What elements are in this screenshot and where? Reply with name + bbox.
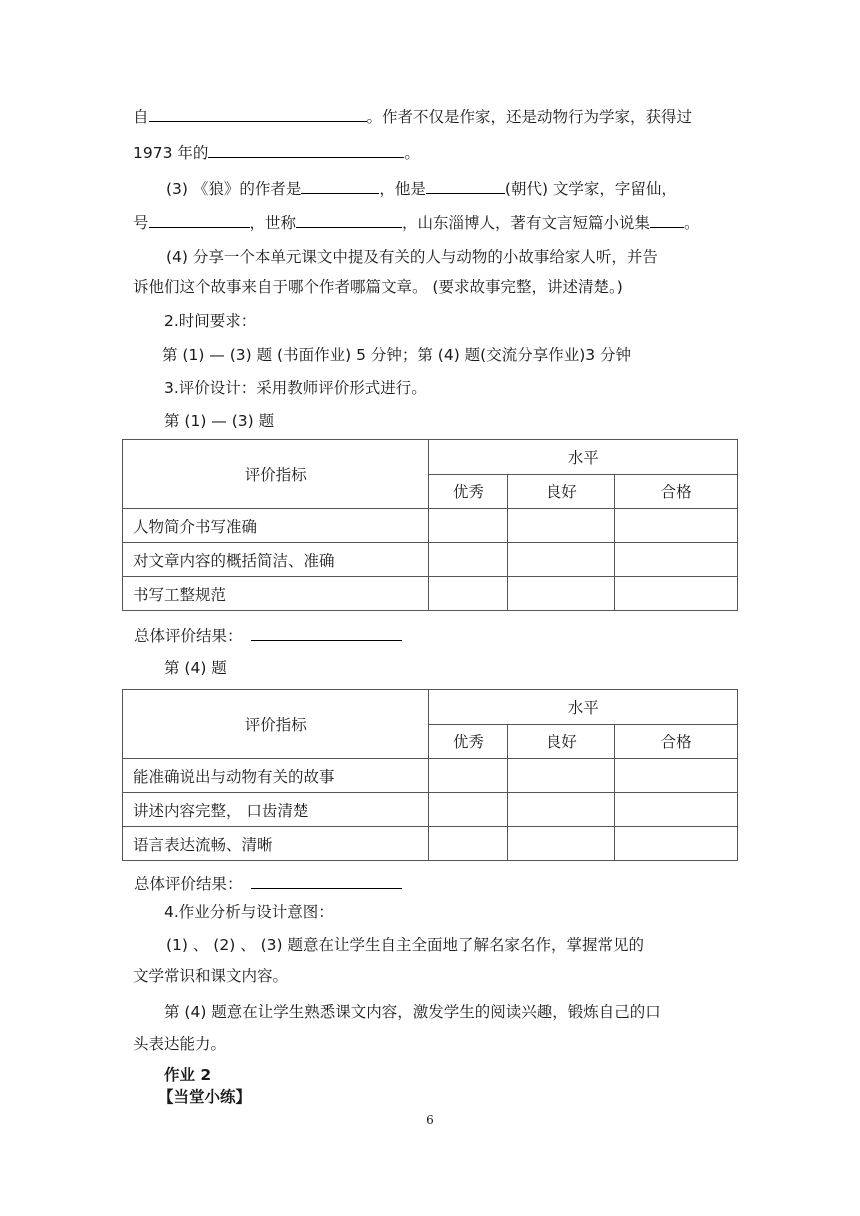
rating-cell[interactable] [508,577,615,611]
rating-cell[interactable] [429,543,508,577]
intro-text-start: 自 [133,108,149,126]
evaluation-table-2 [122,689,738,861]
indicator-cell: 讲述内容完整， 口齿清楚 [123,793,429,827]
question-3-line-2 [133,211,700,234]
blank-field[interactable] [208,141,404,158]
table-2-caption: 第 (4) 题 [164,659,227,677]
table-1-caption: 第 (1) — (3) 题 [164,412,275,430]
table-row [123,827,738,861]
analysis-heading: 4.作业分析与设计意图： [164,903,334,921]
result-label: 总体评价结果： [134,627,243,645]
analysis-paragraph-1-line-2: 文学常识和课文内容。 [133,967,289,985]
blank-field[interactable] [296,211,402,228]
indicator-cell: 书写工整规范 [123,577,429,611]
rating-cell[interactable] [615,543,738,577]
rating-cell[interactable] [508,543,615,577]
intro-line-2-end: 。 [404,144,420,162]
rating-cell[interactable] [615,577,738,611]
level-good: 良好 [508,724,615,759]
homework-2-subtitle: 【当堂小练】 [158,1088,252,1106]
table-row [123,759,738,793]
rating-cell[interactable] [429,759,508,793]
question-4-line-2: 诉他们这个故事来自于哪个作者哪篇文章。 (要求故事完整，讲述清楚。) [133,278,623,296]
level-pass: 合格 [615,474,738,509]
header-indicator: 评价指标 [123,690,429,759]
question-3-line-1 [166,177,677,200]
table-row [123,543,738,577]
rating-cell[interactable] [615,509,738,543]
q3-text-c: (朝代) 文学家，字留仙， [504,180,677,198]
indicator-cell: 语言表达流畅、清晰 [123,827,429,861]
time-detail: 第 (1) — (3) 题 (书面作业) 5 分钟；第 (4) 题(交流分享作业)3 分钟 [162,346,632,364]
table-row [123,793,738,827]
intro-line-1 [133,105,692,128]
level-excellent: 优秀 [429,724,508,759]
analysis-paragraph-2-line-2: 头表达能力。 [133,1035,227,1053]
level-good: 良好 [508,474,615,509]
indicator-cell: 能准确说出与动物有关的故事 [123,759,429,793]
intro-line-2 [133,141,420,164]
homework-2-title: 作业 2 [164,1066,212,1084]
result-label: 总体评价结果： [134,875,243,893]
blank-field[interactable] [149,105,367,122]
blank-field[interactable] [301,177,379,194]
rating-cell[interactable] [508,827,615,861]
rating-cell[interactable] [615,827,738,861]
analysis-paragraph-2-line-1: 第 (4) 题意在让学生熟悉课文内容，激发学生的阅读兴趣，锻炼自己的口 [164,1003,661,1021]
level-excellent: 优秀 [429,474,508,509]
table-1-result [134,624,402,647]
result-blank[interactable] [251,872,402,889]
header-indicator: 评价指标 [123,440,429,509]
eval-design-heading: 3.评价设计：采用教师评价形式进行。 [164,379,427,397]
result-blank[interactable] [251,624,402,641]
indicator-cell: 人物简介书写准确 [123,509,429,543]
time-heading: 2.时间要求： [164,312,257,330]
blank-field[interactable] [650,211,684,228]
blank-field[interactable] [426,177,505,194]
rating-cell[interactable] [508,759,615,793]
q3-text-a: (3) 《狼》的作者是 [166,180,302,198]
table-row [123,577,738,611]
evaluation-table-1 [122,439,738,611]
header-level: 水平 [429,690,738,725]
q3-text-g: 。 [684,214,700,232]
intro-text-end: 。作者不仅是作家，还是动物行为学家，获得过 [366,108,693,126]
rating-cell[interactable] [429,509,508,543]
header-level: 水平 [429,440,738,475]
question-4-line-1: (4) 分享一个本单元课文中提及有关的人与动物的小故事给家人听，并告 [166,248,658,266]
page-number: 6 [426,1113,434,1127]
rating-cell[interactable] [508,793,615,827]
q3-text-f: ，山东淄博人，著有文言短篇小说集 [402,214,651,232]
intro-line-2-start: 1973 年的 [133,144,209,162]
rating-cell[interactable] [508,509,615,543]
rating-cell[interactable] [429,577,508,611]
rating-cell[interactable] [429,827,508,861]
q3-text-b: ，他是 [379,180,426,198]
table-row [123,509,738,543]
table-2-result [134,872,402,895]
level-pass: 合格 [615,724,738,759]
rating-cell[interactable] [429,793,508,827]
indicator-cell: 对文章内容的概括简洁、准确 [123,543,429,577]
rating-cell[interactable] [615,759,738,793]
analysis-paragraph-1-line-1: (1) 、 (2) 、 (3) 题意在让学生自主全面地了解名家名作，掌握常见的 [166,936,645,954]
q3-text-e: ，世称 [249,214,297,232]
rating-cell[interactable] [615,793,738,827]
q3-text-d: 号 [133,214,149,232]
blank-field[interactable] [149,211,250,228]
